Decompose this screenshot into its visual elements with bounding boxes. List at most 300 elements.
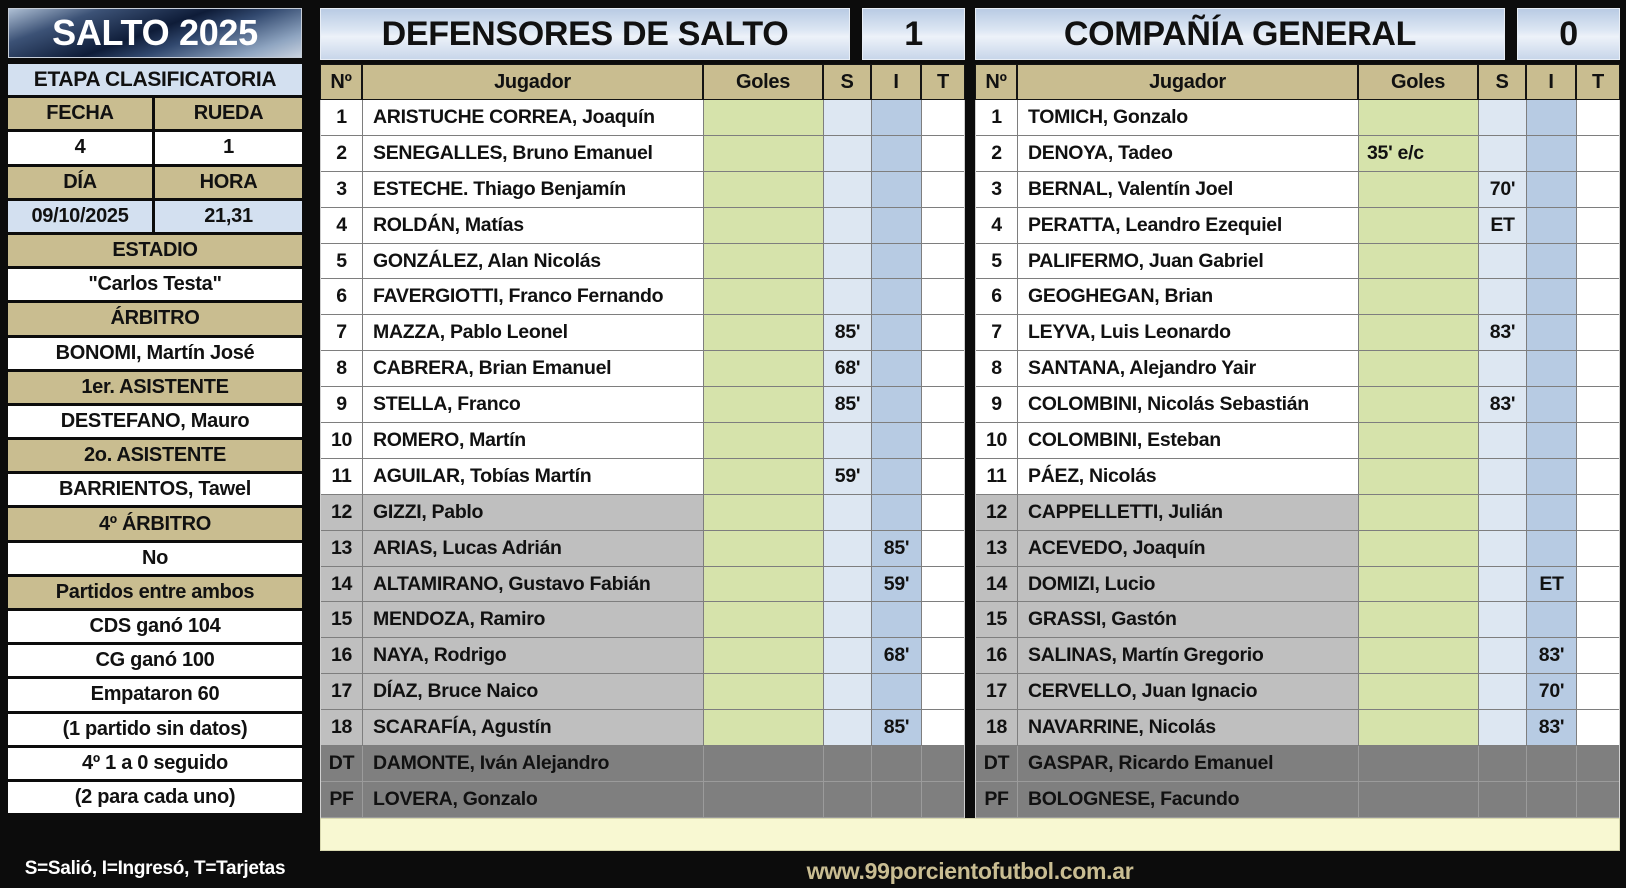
- player-num-cell: 9: [321, 387, 363, 423]
- player-row: [321, 531, 964, 567]
- official-value: BARRIENTOS, Tawel: [8, 474, 302, 508]
- player-i-cell: [872, 172, 922, 208]
- player-s-cell: [824, 495, 872, 531]
- col-header-player: Jugador: [363, 65, 704, 99]
- player-i-cell: [1527, 136, 1577, 172]
- player-row: [976, 208, 1619, 244]
- player-row: [321, 602, 964, 638]
- player-row: [976, 638, 1619, 674]
- player-name-cell: ALTAMIRANO, Gustavo Fabián: [363, 567, 704, 603]
- player-s-cell: 59': [824, 459, 872, 495]
- player-goles-cell: [704, 279, 824, 315]
- player-t-cell: [1577, 459, 1619, 495]
- player-s-cell: [1479, 100, 1527, 136]
- player-i-cell: [872, 279, 922, 315]
- player-name-cell: SANTANA, Alejandro Yair: [1018, 351, 1359, 387]
- player-s-cell: 85': [824, 315, 872, 351]
- website-url: www.99porcientofutbol.com.ar: [806, 858, 1134, 884]
- player-row: [976, 423, 1619, 459]
- player-t-cell: [1577, 172, 1619, 208]
- player-num-cell: 4: [321, 208, 363, 244]
- player-t-cell: [1577, 208, 1619, 244]
- player-s-cell: 83': [1479, 315, 1527, 351]
- player-s-cell: [824, 782, 872, 818]
- player-name-cell: ROLDÁN, Matías: [363, 208, 704, 244]
- player-name-cell: LEYVA, Luis Leonardo: [1018, 315, 1359, 351]
- player-goles-cell: [1359, 423, 1479, 459]
- player-s-cell: [824, 279, 872, 315]
- player-goles-cell: [704, 315, 824, 351]
- player-name-cell: ACEVEDO, Joaquín: [1018, 531, 1359, 567]
- player-row: [976, 531, 1619, 567]
- player-row: [976, 100, 1619, 136]
- player-s-cell: [824, 746, 872, 782]
- team-score-away: 0: [1517, 8, 1620, 60]
- col-header-number: Nº: [321, 65, 363, 99]
- player-i-cell: 68': [872, 638, 922, 674]
- player-t-cell: [1577, 674, 1619, 710]
- player-s-cell: [1479, 638, 1527, 674]
- player-t-cell: [1577, 710, 1619, 746]
- roster-body-away: [975, 100, 1620, 819]
- team-table-away: [975, 8, 1620, 819]
- player-s-cell: ET: [1479, 208, 1527, 244]
- player-goles-cell: [704, 172, 824, 208]
- player-goles-cell: [1359, 100, 1479, 136]
- player-num-cell: 18: [976, 710, 1018, 746]
- player-name-cell: ARISTUCHE CORREA, Joaquín: [363, 100, 704, 136]
- player-t-cell: [1577, 315, 1619, 351]
- dia-value: 09/10/2025: [8, 201, 155, 232]
- player-s-cell: [1479, 136, 1527, 172]
- head-to-head-row: (1 partido sin datos): [8, 714, 302, 748]
- player-t-cell: [922, 459, 964, 495]
- head-to-head-row: (2 para cada uno): [8, 782, 302, 816]
- team-banner-away: [975, 8, 1620, 60]
- player-row: [976, 567, 1619, 603]
- player-row: [976, 351, 1619, 387]
- player-t-cell: [922, 782, 964, 818]
- player-i-cell: [872, 746, 922, 782]
- player-t-cell: [1577, 244, 1619, 280]
- player-goles-cell: [704, 244, 824, 280]
- head-to-head-row: CG ganó 100: [8, 645, 302, 679]
- col-header-number: Nº: [976, 65, 1018, 99]
- player-s-cell: [1479, 459, 1527, 495]
- abbreviations-legend: S=Salió, I=Ingresó, T=Tarjetas: [24, 858, 286, 879]
- player-i-cell: 85': [872, 710, 922, 746]
- official-value: "Carlos Testa": [8, 269, 302, 303]
- team-score-home: 1: [862, 8, 965, 60]
- player-goles-cell: [1359, 172, 1479, 208]
- player-num-cell: 5: [321, 244, 363, 280]
- col-header-player: Jugador: [1018, 65, 1359, 99]
- player-num-cell: DT: [976, 746, 1018, 782]
- player-row: [976, 279, 1619, 315]
- player-i-cell: [872, 782, 922, 818]
- head-to-head-row: 4º 1 a 0 seguido: [8, 748, 302, 782]
- player-t-cell: [1577, 782, 1619, 818]
- player-num-cell: 6: [321, 279, 363, 315]
- player-num-cell: 11: [321, 459, 363, 495]
- player-name-cell: STELLA, Franco: [363, 387, 704, 423]
- player-s-cell: [824, 674, 872, 710]
- player-num-cell: 7: [321, 315, 363, 351]
- player-row: [976, 244, 1619, 280]
- player-name-cell: SCARAFÍA, Agustín: [363, 710, 704, 746]
- player-num-cell: 5: [976, 244, 1018, 280]
- player-t-cell: [922, 172, 964, 208]
- player-i-cell: [1527, 208, 1577, 244]
- player-t-cell: [1577, 531, 1619, 567]
- match-info-table: [8, 64, 302, 816]
- player-num-cell: 2: [976, 136, 1018, 172]
- player-t-cell: [922, 279, 964, 315]
- player-goles-cell: [1359, 244, 1479, 280]
- player-t-cell: [1577, 351, 1619, 387]
- player-row: [976, 172, 1619, 208]
- player-t-cell: [922, 674, 964, 710]
- player-row: [321, 208, 964, 244]
- player-s-cell: [1479, 423, 1527, 459]
- player-s-cell: 68': [824, 351, 872, 387]
- player-row: [321, 674, 964, 710]
- player-goles-cell: [1359, 495, 1479, 531]
- player-num-cell: 1: [976, 100, 1018, 136]
- player-row: [321, 459, 964, 495]
- player-num-cell: 8: [976, 351, 1018, 387]
- player-i-cell: [1527, 531, 1577, 567]
- player-i-cell: [872, 387, 922, 423]
- player-goles-cell: [704, 423, 824, 459]
- player-goles-cell: [704, 746, 824, 782]
- player-s-cell: [1479, 674, 1527, 710]
- player-goles-cell: [704, 459, 824, 495]
- player-i-cell: [872, 136, 922, 172]
- player-goles-cell: [1359, 531, 1479, 567]
- player-row: [321, 172, 964, 208]
- fecha-label: FECHA: [8, 98, 155, 129]
- official-label: 2o. ASISTENTE: [8, 440, 302, 474]
- player-name-cell: GIZZI, Pablo: [363, 495, 704, 531]
- player-goles-cell: [704, 495, 824, 531]
- official-label: ESTADIO: [8, 235, 302, 269]
- player-name-cell: CABRERA, Brian Emanuel: [363, 351, 704, 387]
- official-value: DESTEFANO, Mauro: [8, 406, 302, 440]
- player-num-cell: 1: [321, 100, 363, 136]
- rueda-label: RUEDA: [193, 102, 264, 125]
- player-name-cell: CAPPELLETTI, Julián: [1018, 495, 1359, 531]
- player-t-cell: [1577, 100, 1619, 136]
- player-row: [976, 459, 1619, 495]
- player-row: [976, 387, 1619, 423]
- player-t-cell: [1577, 495, 1619, 531]
- player-row: [976, 746, 1619, 782]
- player-row: [321, 782, 964, 818]
- player-name-cell: ESTECHE. Thiago Benjamín: [363, 172, 704, 208]
- player-i-cell: ET: [1527, 567, 1577, 603]
- player-num-cell: 6: [976, 279, 1018, 315]
- team-table-home: [320, 8, 965, 819]
- player-num-cell: PF: [321, 782, 363, 818]
- player-t-cell: [922, 387, 964, 423]
- dia-hora-header-row: [8, 167, 302, 201]
- player-row: [321, 136, 964, 172]
- player-s-cell: [1479, 351, 1527, 387]
- player-s-cell: [824, 136, 872, 172]
- team-name-away: COMPAÑÍA GENERAL: [975, 8, 1505, 60]
- col-header-cards: T: [937, 70, 949, 93]
- bottom-yellow-strip: [320, 818, 1620, 851]
- player-goles-cell: [1359, 279, 1479, 315]
- tournament-banner: [8, 8, 302, 58]
- player-i-cell: 83': [1527, 710, 1577, 746]
- head-to-head-label: Partidos entre ambos: [8, 577, 302, 611]
- player-goles-cell: [1359, 208, 1479, 244]
- player-num-cell: 10: [976, 423, 1018, 459]
- player-row: [321, 567, 964, 603]
- player-i-cell: [1527, 423, 1577, 459]
- fecha-value: 4: [8, 132, 155, 163]
- player-num-cell: DT: [321, 746, 363, 782]
- player-num-cell: 15: [321, 602, 363, 638]
- player-row: [321, 710, 964, 746]
- player-s-cell: [824, 208, 872, 244]
- player-row: [976, 710, 1619, 746]
- player-i-cell: [872, 602, 922, 638]
- player-i-cell: [872, 423, 922, 459]
- player-s-cell: [824, 244, 872, 280]
- dia-hora-value-row: [8, 201, 302, 235]
- player-name-cell: MENDOZA, Ramiro: [363, 602, 704, 638]
- player-name-cell: GRASSI, Gastón: [1018, 602, 1359, 638]
- player-name-cell: COLOMBINI, Nicolás Sebastián: [1018, 387, 1359, 423]
- player-goles-cell: [1359, 315, 1479, 351]
- player-goles-cell: [1359, 782, 1479, 818]
- stage-row: ETAPA CLASIFICATORIA: [8, 64, 302, 98]
- player-i-cell: [1527, 244, 1577, 280]
- player-num-cell: 3: [976, 172, 1018, 208]
- roster-header-away: [975, 64, 1620, 100]
- player-i-cell: [1527, 351, 1577, 387]
- player-goles-cell: [704, 602, 824, 638]
- player-s-cell: [1479, 495, 1527, 531]
- col-header-subbed-in: I: [1527, 65, 1577, 99]
- player-goles-cell: [704, 674, 824, 710]
- fecha-rueda-header-row: [8, 98, 302, 132]
- player-s-cell: 85': [824, 387, 872, 423]
- player-t-cell: [922, 602, 964, 638]
- player-name-cell: AGUILAR, Tobías Martín: [363, 459, 704, 495]
- player-goles-cell: [704, 782, 824, 818]
- player-name-cell: BOLOGNESE, Facundo: [1018, 782, 1359, 818]
- player-num-cell: 12: [976, 495, 1018, 531]
- player-name-cell: BERNAL, Valentín Joel: [1018, 172, 1359, 208]
- head-to-head-row: Empataron 60: [8, 679, 302, 713]
- player-row: [321, 495, 964, 531]
- player-row: [976, 782, 1619, 818]
- player-i-cell: 83': [1527, 638, 1577, 674]
- player-num-cell: 16: [321, 638, 363, 674]
- rueda-value: 1: [223, 136, 234, 159]
- player-t-cell: [922, 423, 964, 459]
- player-t-cell: [1577, 638, 1619, 674]
- player-i-cell: [872, 674, 922, 710]
- player-num-cell: 8: [321, 351, 363, 387]
- player-s-cell: [1479, 746, 1527, 782]
- player-num-cell: 13: [321, 531, 363, 567]
- player-row: [321, 423, 964, 459]
- player-name-cell: PERATTA, Leandro Ezequiel: [1018, 208, 1359, 244]
- player-goles-cell: [704, 638, 824, 674]
- player-goles-cell: [1359, 351, 1479, 387]
- player-i-cell: 70': [1527, 674, 1577, 710]
- player-t-cell: [1577, 423, 1619, 459]
- player-t-cell: [922, 746, 964, 782]
- player-goles-cell: [1359, 602, 1479, 638]
- player-name-cell: DOMIZI, Lucio: [1018, 567, 1359, 603]
- team-banner-home: [320, 8, 965, 60]
- player-s-cell: [824, 172, 872, 208]
- player-i-cell: [1527, 746, 1577, 782]
- player-s-cell: 83': [1479, 387, 1527, 423]
- player-name-cell: ROMERO, Martín: [363, 423, 704, 459]
- player-t-cell: [922, 136, 964, 172]
- player-name-cell: PÁEZ, Nicolás: [1018, 459, 1359, 495]
- player-t-cell: [1577, 567, 1619, 603]
- player-goles-cell: [704, 387, 824, 423]
- player-t-cell: [922, 100, 964, 136]
- player-s-cell: [1479, 567, 1527, 603]
- player-num-cell: 12: [321, 495, 363, 531]
- player-s-cell: 70': [1479, 172, 1527, 208]
- player-row: [976, 136, 1619, 172]
- player-t-cell: [922, 710, 964, 746]
- col-header-subbed-out: S: [1479, 65, 1527, 99]
- player-i-cell: [1527, 172, 1577, 208]
- player-row: [321, 351, 964, 387]
- player-i-cell: [872, 351, 922, 387]
- team-name-home: DEFENSORES DE SALTO: [320, 8, 850, 60]
- player-num-cell: 14: [976, 567, 1018, 603]
- player-t-cell: [1577, 746, 1619, 782]
- official-value: BONOMI, Martín José: [8, 338, 302, 372]
- player-t-cell: [1577, 387, 1619, 423]
- player-i-cell: [1527, 279, 1577, 315]
- player-num-cell: 13: [976, 531, 1018, 567]
- player-row: [321, 315, 964, 351]
- player-goles-cell: [704, 710, 824, 746]
- player-name-cell: MAZZA, Pablo Leonel: [363, 315, 704, 351]
- player-i-cell: [872, 100, 922, 136]
- roster-header-home: [320, 64, 965, 100]
- player-name-cell: DAMONTE, Iván Alejandro: [363, 746, 704, 782]
- player-goles-cell: [1359, 710, 1479, 746]
- player-name-cell: LOVERA, Gonzalo: [363, 782, 704, 818]
- player-num-cell: PF: [976, 782, 1018, 818]
- player-name-cell: GEOGHEGAN, Brian: [1018, 279, 1359, 315]
- player-t-cell: [1577, 279, 1619, 315]
- player-i-cell: [1527, 459, 1577, 495]
- player-num-cell: 9: [976, 387, 1018, 423]
- player-s-cell: [1479, 782, 1527, 818]
- col-header-goals: Goles: [704, 65, 824, 99]
- official-label: 4º ÁRBITRO: [8, 508, 302, 542]
- player-num-cell: 17: [321, 674, 363, 710]
- player-s-cell: [1479, 602, 1527, 638]
- player-num-cell: 4: [976, 208, 1018, 244]
- player-s-cell: [824, 567, 872, 603]
- player-num-cell: 2: [321, 136, 363, 172]
- player-goles-cell: [704, 567, 824, 603]
- player-t-cell: [922, 495, 964, 531]
- player-name-cell: NAYA, Rodrigo: [363, 638, 704, 674]
- official-value: No: [8, 543, 302, 577]
- player-name-cell: TOMICH, Gonzalo: [1018, 100, 1359, 136]
- head-to-head-row: CDS ganó 104: [8, 611, 302, 645]
- player-i-cell: [1527, 782, 1577, 818]
- player-num-cell: 16: [976, 638, 1018, 674]
- player-t-cell: [922, 315, 964, 351]
- player-goles-cell: [1359, 387, 1479, 423]
- col-header-subbed-in: I: [872, 65, 922, 99]
- player-name-cell: GONZÁLEZ, Alan Nicolás: [363, 244, 704, 280]
- player-num-cell: 15: [976, 602, 1018, 638]
- fecha-rueda-value-row: [8, 132, 302, 166]
- player-num-cell: 3: [321, 172, 363, 208]
- player-row: [321, 638, 964, 674]
- player-i-cell: [1527, 315, 1577, 351]
- player-name-cell: FAVERGIOTTI, Franco Fernando: [363, 279, 704, 315]
- player-goles-cell: [1359, 638, 1479, 674]
- hora-value: 21,31: [204, 204, 253, 227]
- player-num-cell: 10: [321, 423, 363, 459]
- player-name-cell: NAVARRINE, Nicolás: [1018, 710, 1359, 746]
- player-goles-cell: [1359, 746, 1479, 782]
- player-num-cell: 14: [321, 567, 363, 603]
- player-row: [321, 244, 964, 280]
- player-i-cell: [1527, 602, 1577, 638]
- player-num-cell: 17: [976, 674, 1018, 710]
- player-num-cell: 11: [976, 459, 1018, 495]
- player-t-cell: [922, 531, 964, 567]
- player-goles-cell: [704, 531, 824, 567]
- player-name-cell: SALINAS, Martín Gregorio: [1018, 638, 1359, 674]
- player-row: [976, 495, 1619, 531]
- player-name-cell: CERVELLO, Juan Ignacio: [1018, 674, 1359, 710]
- player-s-cell: [824, 710, 872, 746]
- player-s-cell: [1479, 244, 1527, 280]
- player-t-cell: [922, 638, 964, 674]
- player-goles-cell: [704, 136, 824, 172]
- player-t-cell: [922, 208, 964, 244]
- player-t-cell: [1577, 602, 1619, 638]
- dia-label: DÍA: [8, 167, 155, 198]
- player-i-cell: [872, 244, 922, 280]
- tournament-title: SALTO 2025: [52, 12, 258, 53]
- player-s-cell: [824, 100, 872, 136]
- roster-body-home: [320, 100, 965, 819]
- player-goles-cell: [1359, 674, 1479, 710]
- official-label: 1er. ASISTENTE: [8, 372, 302, 406]
- player-s-cell: [1479, 531, 1527, 567]
- player-t-cell: [1577, 136, 1619, 172]
- player-s-cell: [1479, 710, 1527, 746]
- player-i-cell: [1527, 100, 1577, 136]
- player-i-cell: 85': [872, 531, 922, 567]
- hora-label: HORA: [199, 170, 258, 193]
- player-name-cell: DÍAZ, Bruce Naico: [363, 674, 704, 710]
